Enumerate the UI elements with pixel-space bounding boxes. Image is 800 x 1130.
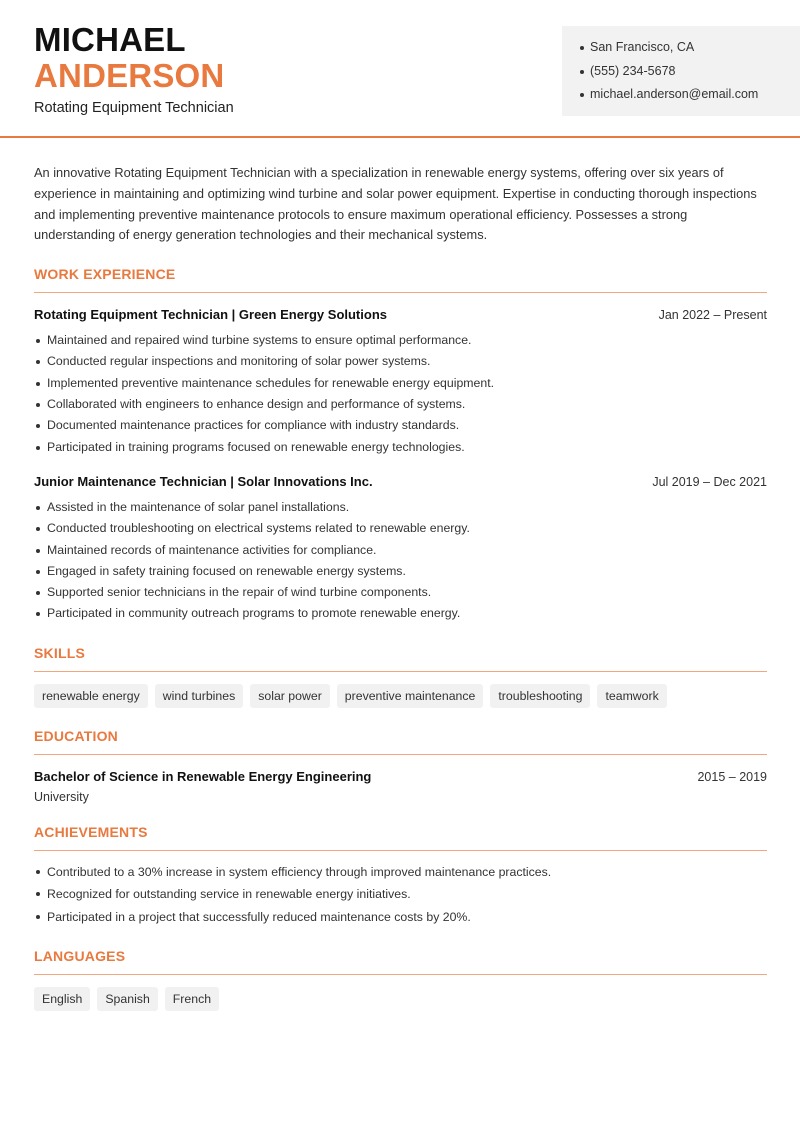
achievements-section xyxy=(34,824,767,929)
languages-section xyxy=(34,948,767,1011)
candidate-name xyxy=(34,22,224,94)
list-item: Recognized for outstanding service in renewable energy initiatives. xyxy=(34,883,767,906)
section-title: EDUCATION xyxy=(34,728,767,755)
education-header xyxy=(34,769,767,784)
list-item: Participated in community outreach programs to promote renewable energy. xyxy=(34,603,767,624)
contact-email[interactable]: michael.anderson@email.com xyxy=(580,83,800,107)
job-bullets xyxy=(34,497,767,625)
skill-chip: solar power xyxy=(250,684,330,708)
list-item: Engaged in safety training focused on renewable energy systems. xyxy=(34,561,767,582)
contact-box xyxy=(562,26,800,116)
first-name: MICHAEL xyxy=(34,21,186,58)
skill-chip: wind turbines xyxy=(155,684,243,708)
skill-chip: preventive maintenance xyxy=(337,684,484,708)
job-dates: Jul 2019 – Dec 2021 xyxy=(652,474,767,489)
contact-location: San Francisco, CA xyxy=(580,36,800,60)
section-title: SKILLS xyxy=(34,645,767,672)
job-bullets xyxy=(34,330,767,458)
job-entry xyxy=(34,307,767,458)
list-item: Conducted regular inspections and monitoring of solar power systems. xyxy=(34,351,767,372)
list-item: Documented maintenance practices for compliance with industry standards. xyxy=(34,415,767,436)
job-header xyxy=(34,474,767,489)
list-item: Assisted in the maintenance of solar panel installations. xyxy=(34,497,767,518)
list-item: Participated in training programs focused on renewable energy technologies. xyxy=(34,437,767,458)
summary-text: An innovative Rotating Equipment Technician with a specialization in renewable energy systems, offering over six years of experience in maintaining and optimizing wind turbine and solar power equipment. Expertise in conducting thorough inspections and implementing preventive maintenance protocols to ensure maximum operational efficiency. Possesses a strong understanding of energy generation technologies and their mechanical systems. xyxy=(34,165,757,243)
job-dates: Jan 2022 – Present xyxy=(658,308,767,323)
list-item: Maintained records of maintenance activities for compliance. xyxy=(34,540,767,561)
education-section xyxy=(34,728,767,804)
resume-body xyxy=(34,163,767,1011)
skill-chip: teamwork xyxy=(597,684,666,708)
degree-title: Bachelor of Science in Renewable Energy Engineering xyxy=(34,768,372,784)
job-header xyxy=(34,307,767,322)
section-title: WORK EXPERIENCE xyxy=(34,266,767,293)
list-item: Conducted troubleshooting on electrical systems related to renewable energy. xyxy=(34,518,767,539)
list-item: Contributed to a 30% increase in system efficiency through improved maintenance practices. xyxy=(34,861,767,884)
skills-section xyxy=(34,645,767,708)
list-item: Supported senior technicians in the repair of wind turbine components. xyxy=(34,582,767,603)
education-entry xyxy=(34,769,767,804)
section-title: LANGUAGES xyxy=(34,948,767,975)
work-experience-section xyxy=(34,266,767,625)
language-chip: English xyxy=(34,987,90,1011)
contact-list xyxy=(562,26,800,107)
job-role: Rotating Equipment Technician xyxy=(34,100,234,116)
achievement-list xyxy=(34,861,767,929)
skill-chip: troubleshooting xyxy=(490,684,590,708)
list-item: Maintained and repaired wind turbine systems to ensure optimal performance. xyxy=(34,330,767,351)
school-name: University xyxy=(34,789,89,804)
resume-header xyxy=(0,0,800,138)
language-chip: Spanish xyxy=(97,987,157,1011)
job-entry xyxy=(34,474,767,625)
list-item: Collaborated with engineers to enhance design and performance of systems. xyxy=(34,394,767,415)
job-title: Rotating Equipment Technician | Green Energy Solutions xyxy=(34,307,387,323)
skill-chip: renewable energy xyxy=(34,684,148,708)
contact-phone: (555) 234-5678 xyxy=(580,60,800,84)
section-title: ACHIEVEMENTS xyxy=(34,824,767,851)
language-chip: French xyxy=(165,987,219,1011)
list-item: Participated in a project that successfully reduced maintenance costs by 20%. xyxy=(34,906,767,929)
skill-chips xyxy=(34,684,767,708)
job-title: Junior Maintenance Technician | Solar Innovations Inc. xyxy=(34,473,373,489)
language-chips xyxy=(34,987,767,1011)
education-dates: 2015 – 2019 xyxy=(697,769,767,784)
list-item: Implemented preventive maintenance schedules for renewable energy equipment. xyxy=(34,373,767,394)
last-name: ANDERSON xyxy=(34,57,225,94)
